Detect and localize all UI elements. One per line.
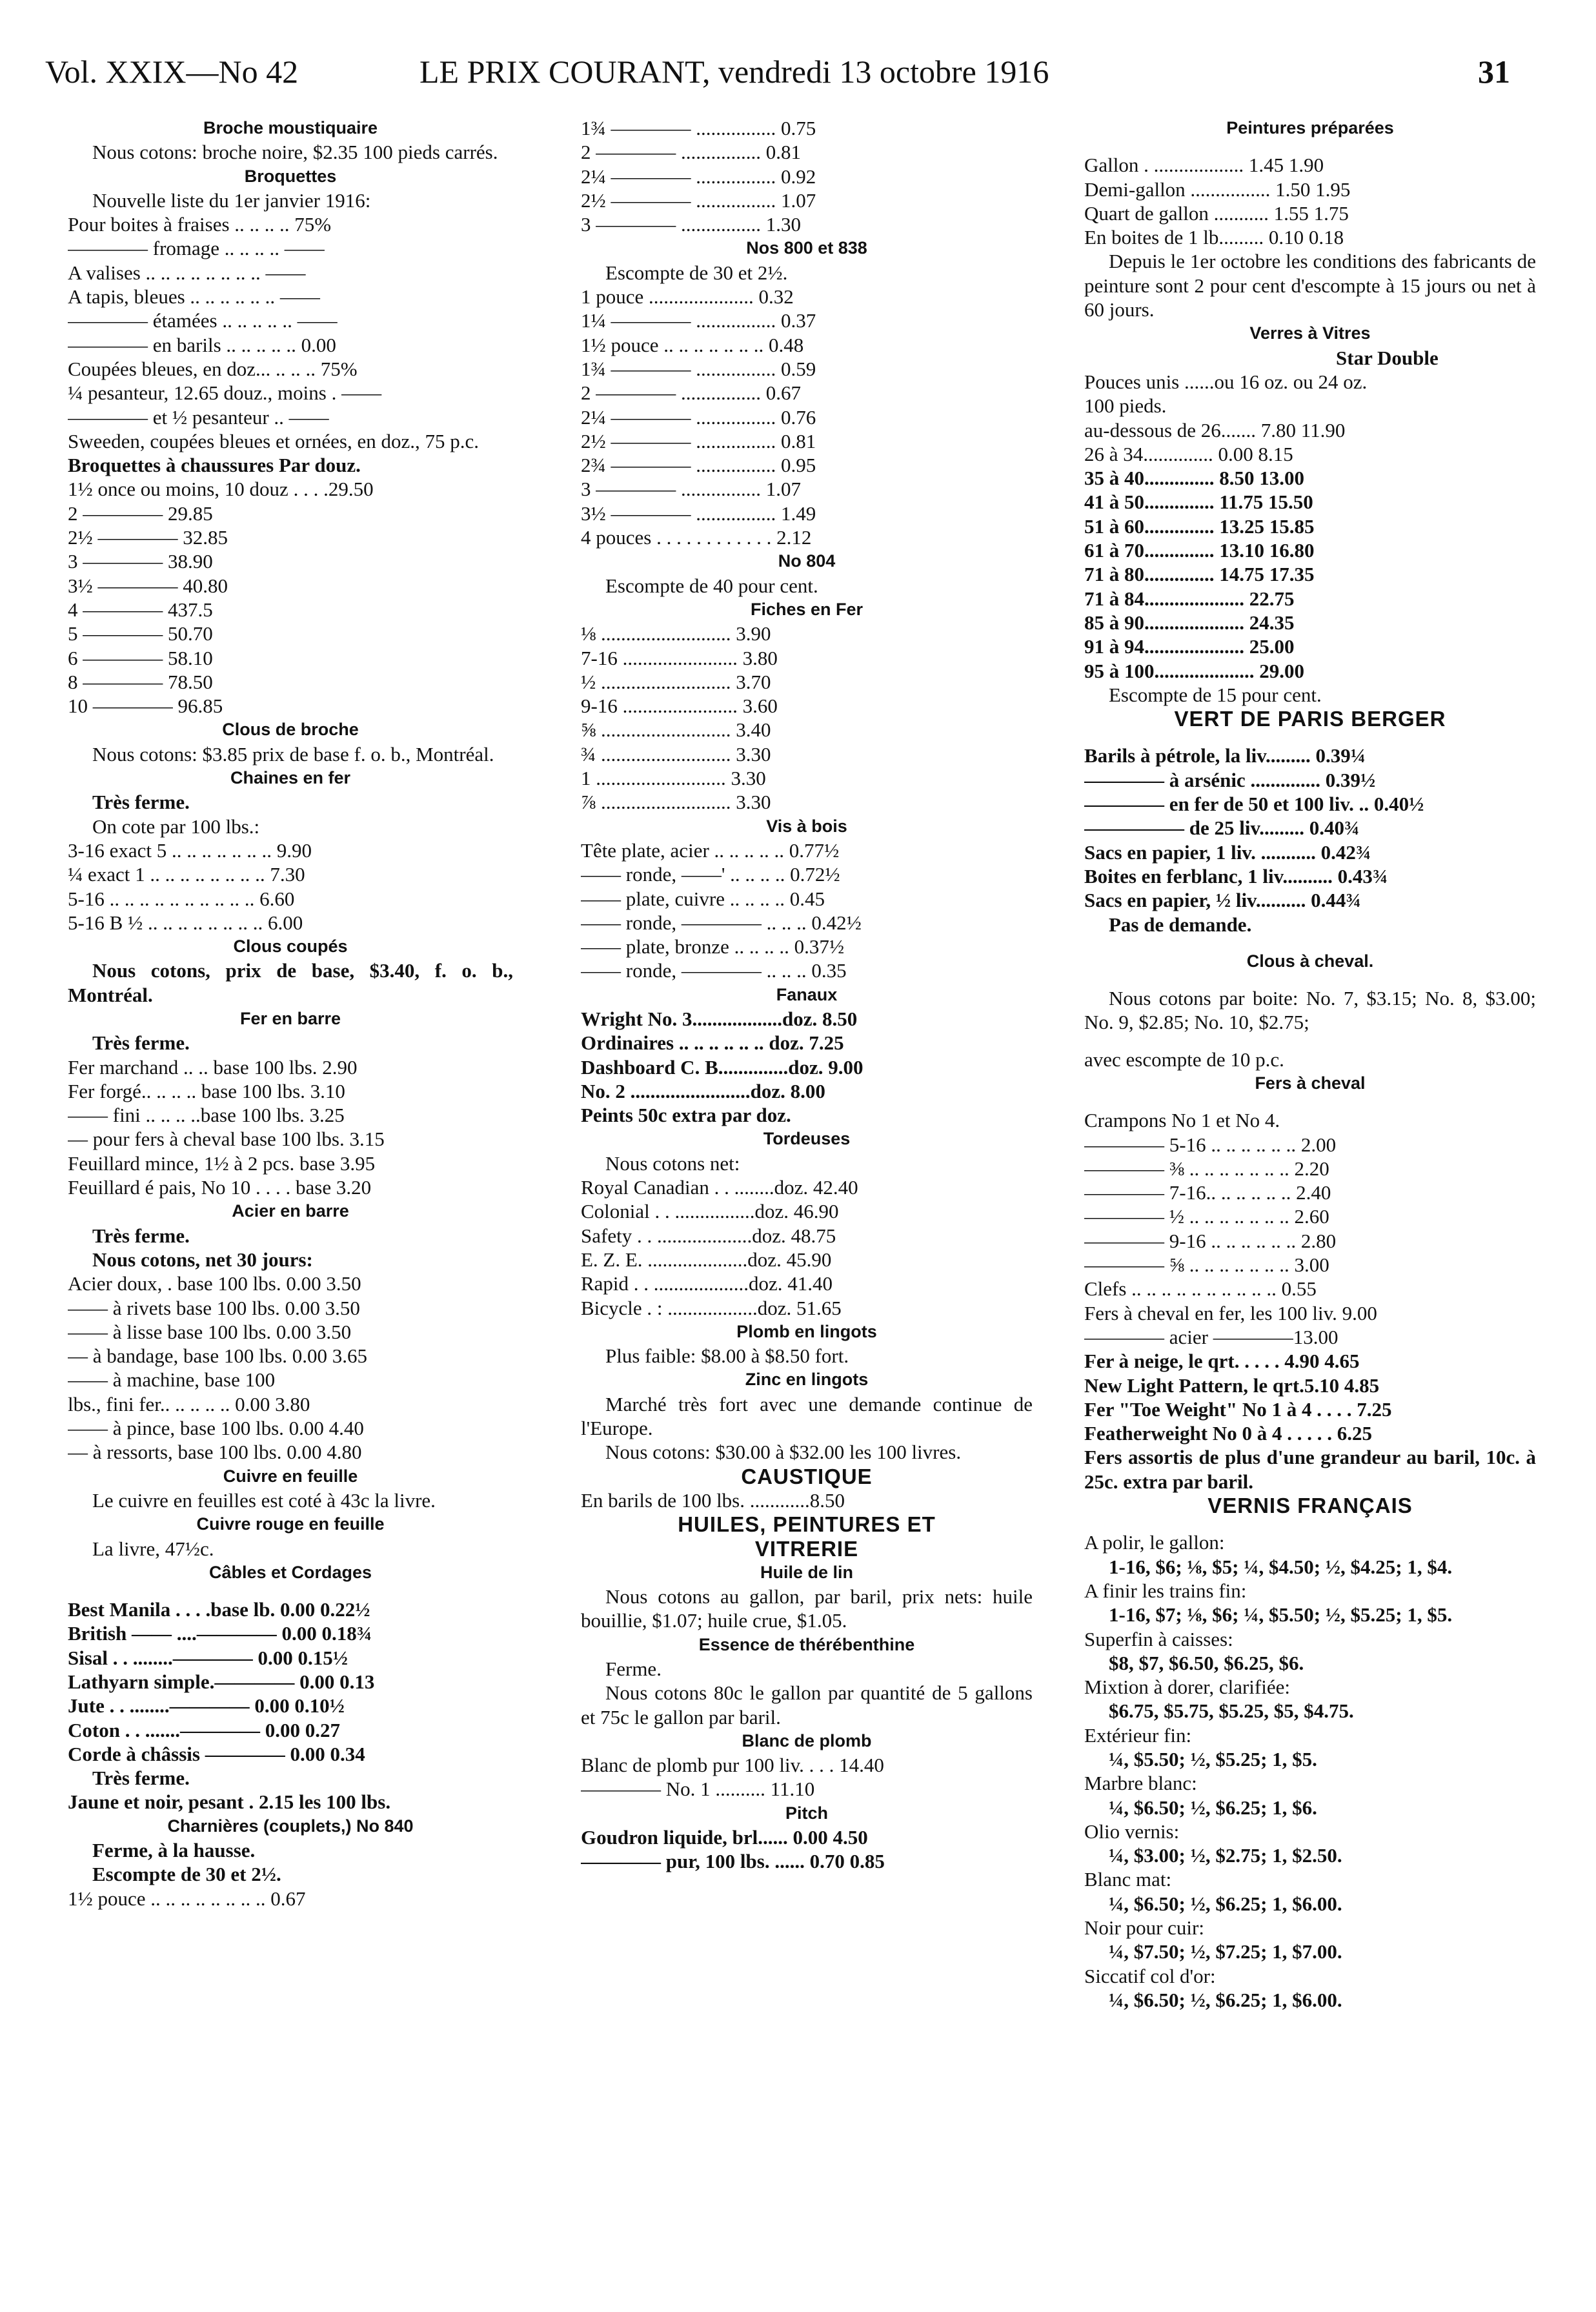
price-line: ———— 7-16.. .. .. .. .. .. 2.40 <box>1084 1181 1331 1204</box>
price-line: 7-16 ....................... 3.80 <box>581 646 778 669</box>
price-line: Rapid . . ...................doz. 41.40 <box>581 1272 833 1295</box>
price-line: —— à rivets base 100 lbs. 0.00 3.50 <box>68 1296 360 1319</box>
price-line: ———— ⅝ .. .. .. .. .. .. .. 3.00 <box>1084 1253 1329 1277</box>
price-line: Fer forgé.. .. .. .. base 100 lbs. 3.10 <box>68 1079 345 1102</box>
price-line: Blanc de plomb pur 100 liv. . . . 14.40 <box>581 1754 884 1777</box>
section-heading: Broquettes <box>244 166 337 186</box>
section-heading: Peintures préparées <box>1226 118 1394 137</box>
price-line: ¼, $6.50; ½, $6.25; 1, $6.00. <box>1109 1892 1342 1915</box>
price-line: ¼, $5.50; ½, $5.25; 1, $5. <box>1109 1748 1317 1770</box>
section-heading: Nos 800 et 838 <box>746 238 867 258</box>
price-line: 91 à 94.................... 25.00 <box>1084 635 1295 658</box>
price-line: 1-16, $6; ⅛, $5; ¼, $4.50; ½, $4.25; 1, $4. <box>1109 1555 1453 1578</box>
paragraph: Nous cotons: $3.85 prix de base f. o. b., Montréal. <box>92 742 494 766</box>
price-line: 71 à 84.................... 22.75 <box>1084 587 1295 610</box>
price-line: ¼, $6.50; ½, $6.25; 1, $6. <box>1109 1796 1317 1819</box>
price-line: — pour fers à cheval base 100 lbs. 3.15 <box>68 1128 385 1151</box>
column-2 <box>581 116 1033 1874</box>
price-line: —— plate, bronze .. .. .. .. 0.37½ <box>581 935 845 958</box>
price-line: ¼ pesanteur, 12.65 douz., moins . —— <box>68 381 382 405</box>
price-line: ¼, $6.50; ½, $6.25; 1, $6.00. <box>1109 1988 1342 2011</box>
text-line: Nouvelle liste du 1er janvier 1916: <box>92 188 371 212</box>
price-line: ———— ⅜ .. .. .. .. .. .. .. 2.20 <box>1084 1157 1329 1180</box>
section-heading: Broche moustiquaire <box>203 118 378 137</box>
price-line: Pour boites à fraises .. .. .. .. 75% <box>68 213 332 236</box>
subheading: Escompte de 30 et 2½. <box>92 1863 281 1886</box>
subheading: Broquettes à chaussures Par douz. <box>68 454 361 477</box>
price-line: 1 .......................... 3.30 <box>581 767 766 790</box>
price-line: 2¼ ———— ................ 0.76 <box>581 405 816 429</box>
price-line: —— ronde, ——' .. .. .. .. 0.72½ <box>581 863 840 886</box>
subheading: Nous cotons, net 30 jours: <box>92 1248 313 1271</box>
price-line: 5-16 B ½ .. .. .. .. .. .. .. .. 6.00 <box>68 911 303 934</box>
paragraph: Depuis le 1er octobre les conditions des fabricants de peinture sont 2 pour cent d'escompte à 15 jours ou net à 60 jours. <box>1084 250 1536 321</box>
subheading: Très ferme. <box>92 1767 190 1790</box>
price-line: Featherweight No 0 à 4 . . . . . 6.25 <box>1084 1422 1372 1445</box>
price-line: Goudron liquide, brl...... 0.00 4.50 <box>581 1826 868 1849</box>
price-line: 3½ ———— 40.80 <box>68 574 228 597</box>
price-line: 4 ———— 437.5 <box>68 598 213 621</box>
section-heading: Essence de thérébenthine <box>698 1634 915 1654</box>
price-line: En barils de 100 lbs. ............8.50 <box>581 1488 845 1512</box>
price-line: Sacs en papier, 1 liv. ........... 0.42¾ <box>1084 840 1371 864</box>
price-line: Fer "Toe Weight" No 1 à 4 . . . . 7.25 <box>1084 1397 1392 1421</box>
price-line: au-dessous de 26....... 7.80 11.90 <box>1084 418 1346 441</box>
price-line: 2½ ———— ................ 0.81 <box>581 429 816 452</box>
price-line: 1¾ ———— ................ 0.59 <box>581 357 816 380</box>
paragraph: Nous cotons: broche noire, $2.35 100 pieds carrés. <box>92 141 498 164</box>
price-line: ———— fromage .. .. .. .. —— <box>68 237 325 260</box>
price-line: Boites en ferblanc, 1 liv.......... 0.43¾ <box>1084 864 1388 887</box>
price-line: Ordinaires .. .. .. .. .. .. doz. 7.25 <box>581 1031 844 1055</box>
price-line: Barils à pétrole, la liv......... 0.39¼ <box>1084 744 1366 767</box>
price-line: — à ressorts, base 100 lbs. 0.00 4.80 <box>68 1441 362 1464</box>
section-heading: Fiches en Fer <box>750 599 864 619</box>
text-line: Marbre blanc: <box>1084 1772 1197 1795</box>
section-heading: VERT DE PARIS BERGER <box>1174 707 1446 731</box>
price-line: ¼, $3.00; ½, $2.75; 1, $2.50. <box>1109 1844 1342 1867</box>
price-line: lbs., fini fer.. .. .. .. .. 0.00 3.80 <box>68 1392 310 1415</box>
text-line: Ferme. <box>605 1658 662 1680</box>
section-heading: Chaines en fer <box>230 768 351 788</box>
price-line: 10 ———— 96.85 <box>68 695 223 718</box>
text-line: A polir, le gallon: <box>1084 1531 1225 1554</box>
price-line: Clefs .. .. .. .. .. .. .. .. .. .. 0.55 <box>1084 1277 1317 1301</box>
price-line: ———— 9-16 .. .. .. .. .. .. 2.80 <box>1084 1229 1337 1252</box>
price-line: 3 ———— ................ 1.07 <box>581 478 801 501</box>
price-line: ———— à arsénic .............. 0.39½ <box>1084 768 1376 791</box>
section-heading: Acier en barre <box>232 1201 349 1221</box>
paragraph: Nous cotons au gallon, par baril, prix nets: huile bouillie, $1.07; huile crue, $1.05. <box>581 1585 1033 1632</box>
price-line: A tapis, bleues .. .. .. .. .. .. —— <box>68 285 320 309</box>
price-line: Feuillard é pais, No 10 . . . . base 3.20 <box>68 1176 372 1199</box>
price-line: Colonial . . ................doz. 46.90 <box>581 1200 839 1223</box>
price-line: $8, $7, $6.50, $6.25, $6. <box>1109 1651 1304 1674</box>
text-line: Superfin à caisses: <box>1084 1627 1233 1650</box>
price-line: Best Manila . . . .base lb. 0.00 0.22½ <box>68 1598 370 1621</box>
price-line: 8 ———— 78.50 <box>68 670 213 693</box>
price-line: ———— No. 1 .......... 11.10 <box>581 1778 815 1801</box>
price-line: ———— étamées .. .. .. .. .. —— <box>68 309 338 332</box>
text-line: Escompte de 15 pour cent. <box>1109 683 1322 706</box>
price-line: Gallon . .................. 1.45 1.90 <box>1084 154 1324 177</box>
subheading: Très ferme. <box>92 1031 190 1055</box>
text-line: avec escompte de 10 p.c. <box>1084 1048 1284 1071</box>
price-line: 1¼ ———— ................ 0.37 <box>581 309 816 332</box>
column-3 <box>1084 116 1536 2012</box>
price-line: 1½ pouce .. .. .. .. .. .. .. 0.48 <box>581 333 804 356</box>
price-line: 2¾ ———— ................ 0.95 <box>581 454 816 477</box>
text-line: Siccatif col d'or: <box>1084 1964 1216 1987</box>
text-line: On cote par 100 lbs.: <box>92 815 260 838</box>
price-line: Coton . . .......———— 0.00 0.27 <box>68 1718 340 1741</box>
price-line: 1½ once ou moins, 10 douz . . . .29.50 <box>68 478 374 501</box>
price-line: Acier doux, . base 100 lbs. 0.00 3.50 <box>68 1272 361 1295</box>
price-line: Jaune et noir, pesant . 2.15 les 100 lbs. <box>68 1790 391 1814</box>
price-line: —— plate, cuivre .. .. .. .. 0.45 <box>581 887 825 910</box>
page-header <box>45 53 1510 98</box>
price-line: —— ronde, ———— .. .. .. 0.35 <box>581 959 847 982</box>
price-line: Sisal . . ........———— 0.00 0.15½ <box>68 1646 348 1669</box>
price-line: Demi-gallon ................ 1.50 1.95 <box>1084 177 1351 201</box>
paragraph: Nous cotons: $30.00 à $32.00 les 100 livres. <box>605 1441 962 1464</box>
volume-label: Vol. XXIX—No 42 <box>45 54 299 90</box>
section-heading: HUILES, PEINTURES ET <box>678 1512 936 1537</box>
section-heading: Zinc en lingots <box>745 1370 869 1390</box>
price-line: En boites de 1 lb......... 0.10 0.18 <box>1084 226 1344 249</box>
price-line: —— à machine, base 100 <box>68 1368 276 1392</box>
section-heading: Fers à cheval <box>1255 1073 1366 1093</box>
paragraph: Fers assortis de plus d'une grandeur au baril, 10c. à 25c. extra par baril. <box>1084 1446 1536 1493</box>
section-heading: Cuivre rouge en feuille <box>196 1514 385 1534</box>
price-line: Lathyarn simple.———— 0.00 0.13 <box>68 1670 375 1693</box>
price-line: ———— en fer de 50 et 100 liv. .. 0.40½ <box>1084 793 1424 816</box>
text-line: Plus faible: $8.00 à $8.50 fort. <box>605 1344 849 1368</box>
price-line: 3 ———— ................ 1.30 <box>581 213 801 236</box>
page-number: 31 <box>1478 54 1510 90</box>
section-heading: Blanc de plomb <box>742 1730 872 1750</box>
price-line: ———— ½ .. .. .. .. .. .. .. 2.60 <box>1084 1205 1329 1228</box>
subheading: Ferme, à la hausse. <box>92 1839 256 1862</box>
price-line: ———— et ½ pesanteur .. —— <box>68 405 329 429</box>
text-line: Mixtion à dorer, clarifiée: <box>1084 1676 1290 1699</box>
price-line: 5-16 .. .. .. .. .. .. .. .. .. .. 6.60 <box>68 887 295 910</box>
price-line: 2 ———— ................ 0.81 <box>581 141 801 164</box>
price-line: Coupées bleues, en doz... .. .. .. 75% <box>68 357 358 380</box>
price-line: British —— ....———— 0.00 0.18¾ <box>68 1622 372 1645</box>
price-line: 2¼ ———— ................ 0.92 <box>581 165 816 188</box>
price-line: 2½ ———— ................ 1.07 <box>581 188 816 212</box>
text-line: La livre, 47½c. <box>92 1537 214 1560</box>
paragraph: Nous cotons par boite: No. 7, $3.15; No. 8, $3.00; No. 9, $2.85; No. 10, $2.75; <box>1084 987 1536 1034</box>
text-line: Nous cotons net: <box>605 1151 740 1175</box>
price-line: ⅞ .......................... 3.30 <box>581 791 771 814</box>
section-heading: Câbles et Cordages <box>208 1562 372 1582</box>
price-line: 41 à 50.............. 11.75 15.50 <box>1084 491 1313 514</box>
text-line: Crampons No 1 et No 4. <box>1084 1109 1280 1132</box>
price-line: 2½ ———— 32.85 <box>68 526 228 549</box>
section-heading: CAUSTIQUE <box>741 1464 873 1488</box>
price-line: No. 2 ........................doz. 8.00 <box>581 1079 825 1102</box>
paragraph: Nous cotons, prix de base, $3.40, f. o. b., Montréal. <box>68 959 513 1006</box>
section-heading: Tordeuses <box>763 1129 851 1149</box>
section-heading: Vis à bois <box>766 816 847 836</box>
price-line: — à bandage, base 100 lbs. 0.00 3.65 <box>68 1344 368 1368</box>
price-line: Safety . . ...................doz. 48.75 <box>581 1224 836 1247</box>
price-line: 6 ———— 58.10 <box>68 646 213 669</box>
price-line: 71 à 80.............. 14.75 17.35 <box>1084 563 1315 586</box>
section-heading: Verres à Vitres <box>1249 323 1371 343</box>
price-line: Bicycle . : ..................doz. 51.65 <box>581 1296 842 1319</box>
price-line: Wright No. 3..................doz. 8.50 <box>581 1007 858 1030</box>
paragraph: Marché très fort avec une demande continue de l'Europe. <box>581 1392 1033 1440</box>
price-line: ———— pur, 100 lbs. ...... 0.70 0.85 <box>581 1850 885 1873</box>
price-line: 2 ———— ................ 0.67 <box>581 381 801 405</box>
price-line: 1½ pouce .. .. .. .. .. .. .. .. 0.67 <box>68 1887 306 1910</box>
price-line: Dashboard C. B..............doz. 9.00 <box>581 1055 864 1079</box>
text-line: Extérieur fin: <box>1084 1723 1192 1747</box>
text-line: Olio vernis: <box>1084 1820 1180 1843</box>
section-heading: No 804 <box>778 551 836 571</box>
section-heading: Clous de broche <box>222 720 359 740</box>
price-line: $6.75, $5.75, $5.25, $5, $4.75. <box>1109 1699 1354 1723</box>
subheading: Pas de demande. <box>1109 913 1252 936</box>
text-line: Escompte de 40 pour cent. <box>605 574 818 597</box>
price-line: 9-16 ....................... 3.60 <box>581 695 778 718</box>
price-line: ¾ .......................... 3.30 <box>581 742 771 766</box>
price-line: Peints 50c extra par doz. <box>581 1104 791 1127</box>
price-line: Quart de gallon ........... 1.55 1.75 <box>1084 201 1349 225</box>
section-heading: VITRERIE <box>754 1536 859 1561</box>
price-line: Tête plate, acier .. .. .. .. .. 0.77½ <box>581 838 840 862</box>
price-line: 2 ———— 29.85 <box>68 502 213 525</box>
price-line: Royal Canadian . . ........doz. 42.40 <box>581 1176 858 1199</box>
price-line: Feuillard mince, 1½ à 2 pcs. base 3.95 <box>68 1151 376 1175</box>
price-line: 35 à 40.............. 8.50 13.00 <box>1084 467 1304 490</box>
price-line: ⅛ .......................... 3.90 <box>581 622 771 645</box>
price-line: ⅝ .......................... 3.40 <box>581 718 771 742</box>
price-line: Pouces unis ......ou 16 oz. ou 24 oz. <box>1084 370 1368 393</box>
section-heading: Fanaux <box>776 984 838 1004</box>
price-line: New Light Pattern, le qrt.5.10 4.85 <box>1084 1374 1380 1397</box>
price-line: —— ronde, ———— .. .. .. 0.42½ <box>581 911 862 934</box>
price-line: Sacs en papier, ½ liv.......... 0.44¾ <box>1084 889 1361 912</box>
paragraph: Sweeden, coupées bleues et ornées, en doz., 75 p.c. <box>68 429 479 452</box>
price-line: Corde à châssis ———— 0.00 0.34 <box>68 1742 365 1765</box>
section-heading: Plomb en lingots <box>736 1321 877 1341</box>
price-line: ———— en barils .. .. .. .. .. 0.00 <box>68 333 336 356</box>
section-heading: Clous à cheval. <box>1246 951 1374 971</box>
price-line: 85 à 90.................... 24.35 <box>1084 611 1295 634</box>
section-heading: Clous coupés <box>233 937 348 957</box>
price-line: 51 à 60.............. 13.25 15.85 <box>1084 514 1315 538</box>
text-line: 100 pieds. <box>1084 394 1167 418</box>
price-line: 4 pouces . . . . . . . . . . . . 2.12 <box>581 526 812 549</box>
section-heading: Pitch <box>785 1803 828 1823</box>
price-line: 26 à 34.............. 0.00 8.15 <box>1084 442 1293 465</box>
paragraph: Nous cotons 80c le gallon par quantité de 5 gallons et 75c le gallon par baril. <box>581 1681 1033 1729</box>
price-line: Jute . . ........———— 0.00 0.10½ <box>68 1694 345 1718</box>
price-line: 95 à 100.................... 29.00 <box>1084 659 1304 682</box>
price-line: ¼, $7.50; ½, $7.25; 1, $7.00. <box>1109 1940 1342 1963</box>
column-1 <box>68 116 513 1911</box>
column-headers: Star Double <box>1336 346 1439 369</box>
price-line: 61 à 70.............. 13.10 16.80 <box>1084 539 1315 562</box>
price-line: Fer à neige, le qrt. . . . . 4.90 4.65 <box>1084 1350 1360 1373</box>
price-line: ———— 5-16 .. .. .. .. .. .. 2.00 <box>1084 1133 1337 1156</box>
section-heading: VERNIS FRANÇAIS <box>1207 1494 1413 1518</box>
price-line: 1¾ ———— ................ 0.75 <box>581 117 816 139</box>
price-line: —— à lisse base 100 lbs. 0.00 3.50 <box>68 1320 352 1343</box>
section-heading: Charnières (couplets,) No 840 <box>167 1816 414 1836</box>
publication-title: LE PRIX COURANT, vendredi 13 octobre 1916 <box>419 54 1049 90</box>
section-heading: Huile de lin <box>760 1562 854 1582</box>
subheading: Très ferme. <box>92 791 190 814</box>
text-line: Blanc mat: <box>1084 1868 1172 1891</box>
price-line: 3 ———— 38.90 <box>68 550 213 573</box>
paragraph: Le cuivre en feuilles est coté à 43c la livre. <box>92 1488 436 1512</box>
price-line: —— à pince, base 100 lbs. 0.00 4.40 <box>68 1417 364 1440</box>
price-line: 3½ ———— ................ 1.49 <box>581 502 816 525</box>
section-heading: Cuivre en feuille <box>223 1466 358 1486</box>
price-line: A valises .. .. .. .. .. .. .. .. —— <box>68 261 306 284</box>
price-line: ½ .......................... 3.70 <box>581 670 771 693</box>
price-line: 1 pouce ..................... 0.32 <box>581 285 794 309</box>
price-line: 3-16 exact 5 .. .. .. .. .. .. .. 9.90 <box>68 838 312 862</box>
text-line: Escompte de 30 et 2½. <box>605 261 788 284</box>
price-line: Fers à cheval en fer, les 100 liv. 9.00 <box>1084 1301 1377 1324</box>
price-line: 1-16, $7; ⅛, $6; ¼, $5.50; ½, $5.25; 1, $5. <box>1109 1603 1453 1627</box>
price-line: ————— de 25 liv......... 0.40¾ <box>1084 816 1360 840</box>
text-line: A finir les trains fin: <box>1084 1579 1247 1602</box>
price-line: Fer marchand .. .. base 100 lbs. 2.90 <box>68 1055 358 1079</box>
price-line: E. Z. E. ....................doz. 45.90 <box>581 1248 832 1271</box>
price-line: ¼ exact 1 .. .. .. .. .. .. .. .. 7.30 <box>68 863 305 886</box>
price-line: 5 ———— 50.70 <box>68 622 213 645</box>
section-heading: Fer en barre <box>239 1008 341 1028</box>
price-line: —— fini .. .. .. ..base 100 lbs. 3.25 <box>68 1104 345 1127</box>
subheading: Très ferme. <box>92 1224 190 1247</box>
text-line: Noir pour cuir: <box>1084 1916 1204 1940</box>
price-line: ———— acier ————13.00 <box>1084 1325 1338 1348</box>
